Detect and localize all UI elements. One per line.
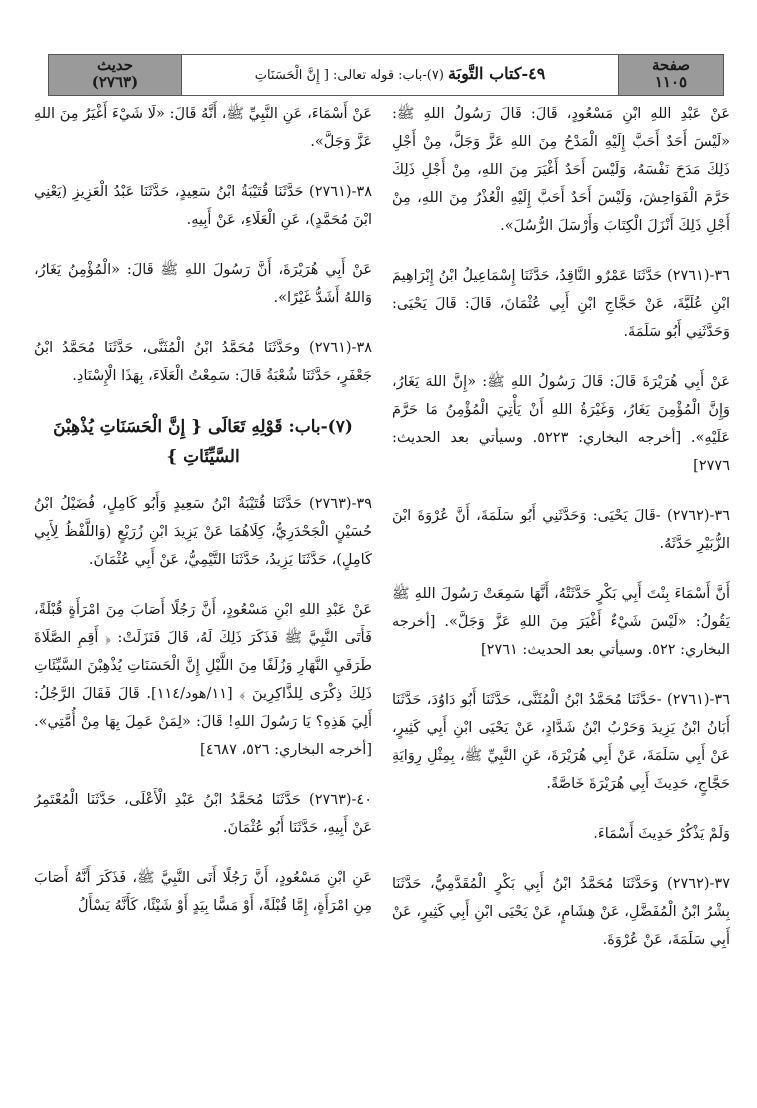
page-number-box (618, 55, 723, 95)
paragraph: عَنْ أَسْمَاءَ، عَنِ النَّبِيِّ ﷺ، أَنَّهُ قَالَ: «لَا شَيْءَ أَغْيَرُ مِنَ اللهِ عَزَّ وَجَلَّ». (34, 106, 372, 150)
paragraph: ٣٧-(٢٧٦٢) وَحَدَّثَنَا مُحَمَّدُ ابْنُ أَبِي بَكْرٍ الْمُقَدَّمِيُّ، حَدَّثَنَا بِشْرُ ابْنُ الْمُفَضَّلِ، عَنْ هِشَامٍ، عَنْ يَحْيَى ابْنِ أَبِي كَثِيرٍ، عَنْ أَبِي سَلَمَةَ، عَنْ عُرْوَةَ. (392, 876, 730, 948)
paragraph: وَلَمْ يَذْكُرْ حَدِيثَ أَسْمَاءَ. (593, 826, 730, 842)
chapter-heading: (٧)-باب: قَوْلِهِ تَعَالَى { إِنَّ الْحَسَنَاتِ يُذْهِبْنَ السَّيِّئَاتِ } (53, 417, 353, 467)
page-header (48, 54, 724, 96)
book-title: ٤٩-كتاب التَّوبَة (448, 64, 546, 83)
paragraph: عَنِ ابْنِ مَسْعُودٍ، أَنَّ رَجُلًا أَتَى النَّبِيَّ ﷺ، فَذَكَرَ أَنَّهُ أَصَابَ مِنِ امْرَأَةٍ، إِمَّا قُبْلَةً، أَوْ مَسًّا بِيَدٍ أَوْ شَيْئًا، كَأَنَّهُ يَسْأَلُ (34, 870, 372, 914)
paragraph: أَنَّ أَسْمَاءَ بِنْتَ أَبِي بَكْرٍ حَدَّثَتْهُ، أَنَّهَا سَمِعَتْ رَسُولَ اللهِ ﷺ يَقُولُ: «لَيْسَ شَيْءٌ أَغْيَرَ مِنَ اللهِ عَزَّ وَجَلَّ». [أخرجه البخاري: ٥٢٢. وسيأتي بعد الحديث: ٢٧٦١] (392, 586, 730, 658)
left-column (34, 100, 372, 1100)
paragraph: عَنْ أَبِي هُرَيْرَةَ قَالَ: قَالَ رَسُولُ اللهِ ﷺ: «إِنَّ اللهَ يَغَارُ، وَإِنَّ الْمُؤْمِنَ يَغَارُ، وَغَيْرَةُ اللهِ أَنْ يَأْتِيَ الْمُؤْمِنُ مَا حَرَّمَ عَلَيْهِ». [أخرجه البخاري: ٥٢٢٣. وسيأتي بعد الحديث: ٢٧٧٦] (392, 374, 730, 474)
hadith-label: حديث (96, 56, 134, 74)
page-number: ١١٠٥ (654, 73, 688, 91)
chapter-running-title: (٧)-باب: قوله تعالى: [ إِنَّ الْحَسَنَاتِ (254, 68, 444, 83)
page-label: صفحة (651, 56, 691, 74)
right-column (392, 100, 730, 1100)
hadith-range: (٢٧٦٣) (91, 73, 139, 91)
paragraph: ٣٦-(٢٧٦١) حَدَّثَنَا عَمْرٌو النَّاقِدُ، حَدَّثَنَا إِسْمَاعِيلُ ابْنُ إِبْرَاهِيمَ ابْنِ عُلَيَّةَ، عَنْ حَجَّاجِ ابْنِ أَبِي عُثْمَانَ، قَالَ: قَالَ يَحْيَى: وَحَدَّثَنِي أَبُو سَلَمَةَ. (392, 268, 730, 340)
paragraph: عَنْ عَبْدِ اللهِ ابْنِ مَسْعُودٍ، قَالَ: قَالَ رَسُولُ اللهِ ﷺ: «لَيْسَ أَحَدٌ أَحَبَّ إِلَيْهِ الْمَدْحُ مِنَ اللهِ عَزَّ وَجَلَّ، مِنْ أَجْلِ ذَلِكَ مَدَحَ نَفْسَهُ، وَلَيْسَ أَحَدٌ أَغْيَرَ مِنَ اللهِ، مِنْ أَجْلِ ذَلِكَ حَرَّمَ الْفَوَاحِشَ، وَلَيْسَ أَحَدٌ أَحَبَّ إِلَيْهِ الْعُذْرُ مِنَ اللهِ، مِنْ أَجْلِ ذَلِكَ أَنْزَلَ الْكِتَابَ وَأَرْسَلَ الرُّسُلَ». (392, 106, 730, 234)
paragraph: ٣٨-(٢٧٦١) حَدَّثَنَا قُتَيْبَةُ ابْنُ سَعِيدٍ، حَدَّثَنَا عَبْدُ الْعَزِيزِ (يَعْنِي ابْنَ مُحَمَّدٍ)، عَنِ الْعَلَاءِ، عَنْ أَبِيهِ. (34, 184, 372, 228)
paragraph: ٣٦-(٢٧٦١) -حَدَّثَنَا مُحَمَّدُ ابْنُ الْمُثَنَّى، حَدَّثَنَا أَبُو دَاوُدَ، حَدَّثَنَا أَبَانُ ابْنُ يَزِيدَ وَحَرْبُ ابْنُ شَدَّادٍ، عَنْ يَحْيَى ابْنِ أَبِي كَثِيرٍ، عَنْ أَبِي سَلَمَةَ، عَنْ أَبِي هُرَيْرَةَ، عَنِ النَّبِيِّ ﷺ، بِمِثْلِ رِوَايَةِ حَجَّاجٍ، حَدِيثَ أَبِي هُرَيْرَةَ خَاصَّةً. (392, 692, 730, 792)
paragraph: ٣٦-(٢٧٦٢) -قَالَ يَحْيَى: وَحَدَّثَنِي أَبُو سَلَمَةَ، أَنَّ عُرْوَةَ ابْنَ الزُّبَيْرِ حَدَّثَهُ. (392, 508, 730, 552)
paragraph: ٣٨-(٢٧٦١) وحَدَّثَنَا مُحَمَّدُ ابْنُ الْمُثَنَّى، حَدَّثَنَا مُحَمَّدُ ابْنُ جَعْفَرٍ، حَدَّثَنَا شُعْبَةُ قَالَ: سَمِعْتُ الْعَلَاءَ، بِهَذَا الْإِسْنَادِ. (34, 340, 372, 384)
hadith-number-box (49, 55, 182, 95)
paragraph: ٤٠-(٢٧٦٣) حَدَّثَنَا مُحَمَّدُ ابْنُ عَبْدِ الْأَعْلَى، حَدَّثَنَا الْمُعْتَمِرُ عَنْ أَبِيهِ، حَدَّثَنَا أَبُو عُثْمَانَ. (34, 792, 372, 836)
running-title (183, 55, 617, 93)
paragraph: عَنْ عَبْدِ اللهِ ابْنِ مَسْعُودٍ، أَنَّ رَجُلًا أَصَابَ مِنَ امْرَأَةٍ قُبْلَةً، فَأَتَى النَّبِيَّ ﷺ فَذَكَرَ ذَلِكَ لَهُ، قَالَ فَنَزَلَتْ: ﴿ أَقِمِ الصَّلَاةَ طَرَفَيِ النَّهَارِ وَزُلَفًا مِنَ اللَّيْلِ إِنَّ الْحَسَنَاتِ يُذْهِبْنَ السَّيِّئَاتِ ذَلِكَ ذِكْرَى لِلذَّاكِرِينَ ﴾ [١١/هود/١١٤]. قَالَ فَقَالَ الرَّجُلُ: أَلِيَ هَذِهِ؟ يَا رَسُولَ اللهِ! قَالَ: «لِمَنْ عَمِلَ بِهَا مِنْ أُمَّتِي». [أخرجه البخاري: ٥٢٦، ٤٦٨٧] (34, 602, 372, 758)
paragraph: عَنْ أَبِي هُرَيْرَةَ، أَنَّ رَسُولَ اللهِ ﷺ قَالَ: «الْمُؤْمِنُ يَغَارُ، وَاللهُ أَشَدُّ غَيْرًا». (34, 262, 372, 306)
paragraph: ٣٩-(٢٧٦٣) حَدَّثَنَا قُتَيْبَةُ ابْنُ سَعِيدٍ وَأَبُو كَامِلٍ، فُضَيْلُ ابْنُ حُسَيْنٍ الْجَحْدَرِيُّ، كِلَاهُمَا عَنْ يَزِيدَ ابْنِ زُرَيْعٍ (وَاللَّفْظُ لِأَبِي كَامِلٍ)، حَدَّثَنَا يَزِيدُ، حَدَّثَنَا التَّيْمِيُّ، عَنْ أَبِي عُثْمَانَ. (34, 496, 372, 568)
